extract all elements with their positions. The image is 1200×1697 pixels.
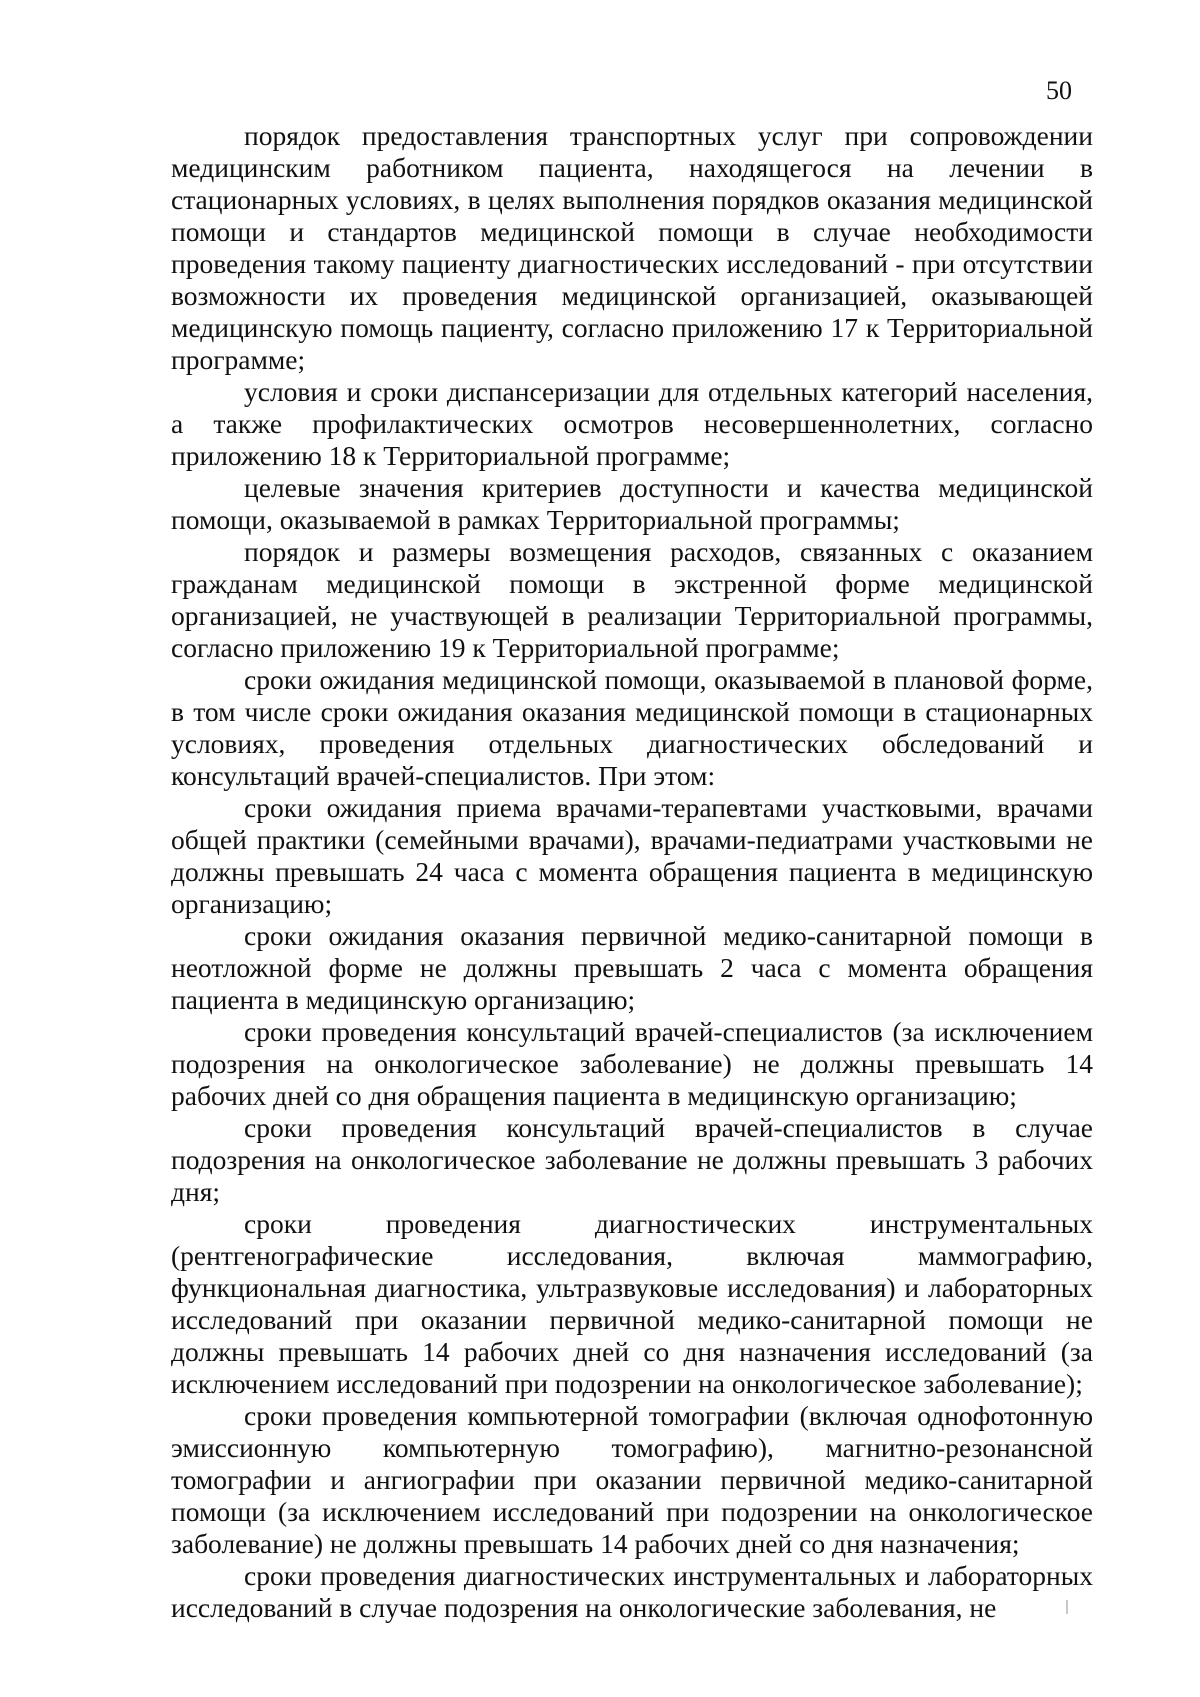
paragraph: сроки ожидания медицинской помощи, оказываемой в плановой форме, в том числе сроки ожидания оказания медицинской помощи в стационарных условиях, проведения отдельных диагностических обследований и консультаций врачей-специалистов. При этом: (171, 664, 1093, 791)
paragraph: сроки проведения консультаций врачей-специалистов в случае подозрения на онкологическое заболевание не должны превышать 3 рабочих дня; (171, 1112, 1093, 1207)
paragraph: сроки ожидания оказания первичной медико-санитарной помощи в неотложной форме не должны превышать 2 часа с момента обращения пациента в медицинскую организацию; (171, 920, 1093, 1015)
paragraph: сроки проведения диагностических инструментальных и лабораторных исследований в случае подозрения на онкологические заболевания, не (171, 1560, 1093, 1623)
paragraph: сроки проведения консультаций врачей-специалистов (за исключением подозрения на онкологическое заболевание) не должны превышать 14 рабочих дней со дня обращения пациента в медицинскую организацию; (171, 1016, 1093, 1111)
paragraph: условия и сроки диспансеризации для отдельных категорий населения, а также профилактических осмотров несовершеннолетних, согласно приложению 18 к Территориальной программе; (171, 376, 1093, 471)
paragraph: порядок и размеры возмещения расходов, связанных с оказанием гражданам медицинской помощи в экстренной форме медицинской организацией, не участвующей в реализации Территориальной программы, согласно приложению 19 к Территориальной программе; (171, 536, 1093, 663)
paragraph: сроки проведения диагностических инструментальных (рентгенографические исследования, включая маммографию, функциональная диагностика, ультразвуковые исследования) и лабораторных исследований при оказании первичной медико-санитарной помощи не должны превышать 14 рабочих дней со дня назначения исследований (за исключением исследований при подозрении на онкологическое заболевание); (171, 1208, 1093, 1399)
paragraph: целевые значения критериев доступности и качества медицинской помощи, оказываемой в рамках Территориальной программы; (171, 472, 1093, 535)
paragraph: порядок предоставления транспортных услуг при сопровождении медицинским работником пациента, находящегося на лечении в стационарных условиях, в целях выполнения порядков оказания медицинской помощи и стандартов медицинской помощи в случае необходимости проведения такому пациенту диагностических исследований - при отсутствии возможности их проведения медицинской организацией, оказывающей медицинскую помощь пациенту, согласно приложению 17 к Территориальной программе; (171, 120, 1093, 375)
page-number: 50 (1046, 76, 1072, 105)
paragraph: сроки ожидания приема врачами-терапевтами участковыми, врачами общей практики (семейными врачами), врачами-педиатрами участковыми не должны превышать 24 часа с момента обращения пациента в медицинскую организацию; (171, 792, 1093, 919)
scan-artifact (1066, 1600, 1068, 1614)
document-body (171, 120, 1093, 1624)
paragraph: сроки проведения компьютерной томографии (включая однофотонную эмиссионную компьютерную томографию), магнитно-резонансной томографии и ангиографии при оказании первичной медико-санитарной помощи (за исключением исследований при подозрении на онкологическое заболевание) не должны превышать 14 рабочих дней со дня назначения; (171, 1400, 1093, 1559)
